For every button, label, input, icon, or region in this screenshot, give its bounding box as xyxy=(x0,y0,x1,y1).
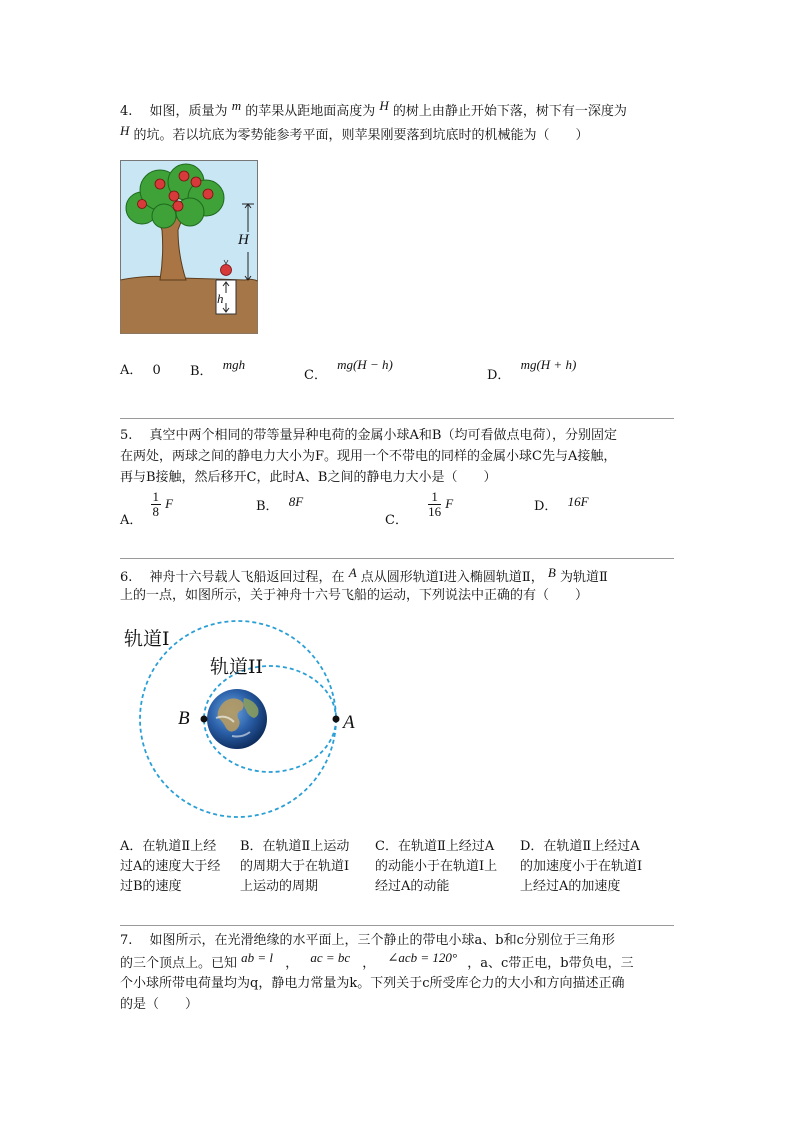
q7-text-a: 的三个顶点上。已知 xyxy=(120,956,238,971)
option-label: A． xyxy=(120,363,143,378)
option-line: 过A的速度大于经 xyxy=(120,859,221,874)
q5-stem-line1: 5. 真空中两个相同的带等量异种电荷的金属小球A和B（均可看做点电荷），分别固定 xyxy=(120,428,617,443)
divider-line xyxy=(120,418,674,419)
q4-var-m: m xyxy=(231,98,242,113)
q6-var-A: A xyxy=(348,565,357,580)
option-line: 的周期大于在轨道Ⅰ xyxy=(240,859,350,874)
option-label: B． xyxy=(256,499,279,514)
q6-text-c: 为轨道Ⅱ xyxy=(560,570,608,585)
point-A-label: A xyxy=(343,712,355,733)
denominator: 8 xyxy=(152,504,160,519)
q7-text-b: ，a、c带正电，b带负电，三 xyxy=(467,956,634,971)
divider-line xyxy=(120,558,674,559)
option-line: C．在轨道Ⅱ上经过A xyxy=(375,839,495,854)
option-value: 0 xyxy=(152,363,161,378)
q5-option-b[interactable] xyxy=(256,496,303,517)
option-line: 上经过A的加速度 xyxy=(520,879,621,894)
q4-figure-label-H: H xyxy=(238,232,249,248)
option-line: D．在轨道Ⅱ上经过A xyxy=(520,839,640,854)
q5-stem-line3: 再与B接触，然后移开C，此时A、B之间的静电力大小是（ ） xyxy=(120,470,497,485)
q6-option-a[interactable] xyxy=(120,837,240,897)
numerator: 1 xyxy=(428,490,441,505)
option-line: 的加速度小于在轨道Ⅰ xyxy=(520,859,643,874)
q4-option-b[interactable] xyxy=(190,357,246,382)
option-value: mg(H + h) xyxy=(520,357,577,372)
q6-option-d[interactable] xyxy=(520,837,670,897)
orbit-2-label: 轨道II xyxy=(210,656,264,678)
option-variable: F xyxy=(165,496,174,511)
q4-option-d[interactable] xyxy=(487,357,577,386)
earth-icon xyxy=(207,689,267,749)
q5-stem-line2: 在两处，两球之间的静电力大小为F。现用一个不带电的同样的金属小球C先与A接触， xyxy=(120,449,617,464)
option-label: B． xyxy=(190,364,213,379)
option-label: D． xyxy=(487,368,511,383)
option-label: C． xyxy=(385,513,408,528)
option-line: 过B的速度 xyxy=(120,879,182,894)
q7-eq-ac-bc: ac = bc xyxy=(310,950,351,965)
point-B-label: B xyxy=(178,708,190,729)
q7-sep: ， xyxy=(285,956,299,971)
q6-option-b[interactable] xyxy=(240,837,375,897)
q4-text-a: 4. 如图，质量为 xyxy=(120,104,228,119)
q4-figure-label-h: h xyxy=(217,291,224,306)
option-line: B．在轨道Ⅱ上运动 xyxy=(240,839,350,854)
denominator: 16 xyxy=(428,504,442,519)
option-value: 16F xyxy=(567,494,589,509)
q6-figure xyxy=(120,618,380,832)
q7-eq-angle: ∠acb = 120° xyxy=(387,950,458,965)
fraction xyxy=(151,490,162,519)
q4-option-a[interactable] xyxy=(120,361,161,381)
q6-text-b: 点从圆形轨道Ⅰ进入椭圆轨道Ⅱ， xyxy=(360,570,544,585)
q7-stem-line1: 7. 如图所示，在光滑绝缘的水平面上，三个静止的带电小球a、b和c分别位于三角形 xyxy=(120,933,615,948)
numerator: 1 xyxy=(152,489,160,504)
option-line: 上运动的周期 xyxy=(240,879,319,894)
orbit-1-label: 轨道I xyxy=(124,628,170,650)
q5-option-a[interactable] xyxy=(120,489,174,528)
q6-text-a: 6. 神舟十六号载人飞船返回过程，在 xyxy=(120,570,345,585)
q6-option-c[interactable] xyxy=(375,837,520,897)
q5-option-d[interactable] xyxy=(534,496,589,517)
option-variable: F xyxy=(445,496,454,511)
point-B-dot xyxy=(201,716,208,723)
option-line: A．在轨道Ⅱ上经 xyxy=(120,839,217,854)
q4-var-H: H xyxy=(379,98,389,113)
q7-sep: ， xyxy=(362,956,376,971)
q4-text-c: 的树上由静止开始下落，树下有一深度为 xyxy=(392,104,627,119)
q4-stem-line1 xyxy=(120,100,680,122)
q7-stem-line3: 个小球所带电荷量均为q，静电力常量为k。下列关于c所受库仑力的大小和方向描述正确 xyxy=(120,976,625,991)
option-line: 的动能小于在轨道Ⅰ上 xyxy=(375,859,498,874)
q6-var-B: B xyxy=(547,565,556,580)
q4-figure xyxy=(120,160,258,334)
option-value: mgh xyxy=(222,357,246,372)
option-label: C． xyxy=(304,368,327,383)
q4-option-c[interactable] xyxy=(304,357,393,386)
q4-text-b: 的苹果从距地面高度为 xyxy=(245,104,376,119)
option-label: D． xyxy=(534,499,558,514)
q6-stem-line2: 上的一点，如图所示，关于神舟十六号飞船的运动，下列说法中正确的有（ ） xyxy=(120,588,589,603)
point-A-dot xyxy=(333,716,340,723)
q4-var-h: H xyxy=(120,123,130,138)
q7-stem-line4: 的是（ ） xyxy=(120,997,199,1012)
q4-stem-line2 xyxy=(120,124,589,146)
q5-option-c[interactable] xyxy=(385,489,454,528)
option-label: A． xyxy=(120,513,143,528)
option-value: 8F xyxy=(288,494,304,509)
q7-eq-ab: ab = l xyxy=(241,950,274,965)
option-value: mg(H − h) xyxy=(337,357,393,372)
q7-stem-line2 xyxy=(120,952,634,974)
option-line: 经过A的动能 xyxy=(375,879,450,894)
divider-line xyxy=(120,925,674,926)
fraction xyxy=(428,490,441,519)
q4-text-line2: 的坑。若以坑底为零势能参考平面，则苹果刚要落到坑底时的机械能为（ ） xyxy=(133,128,589,143)
